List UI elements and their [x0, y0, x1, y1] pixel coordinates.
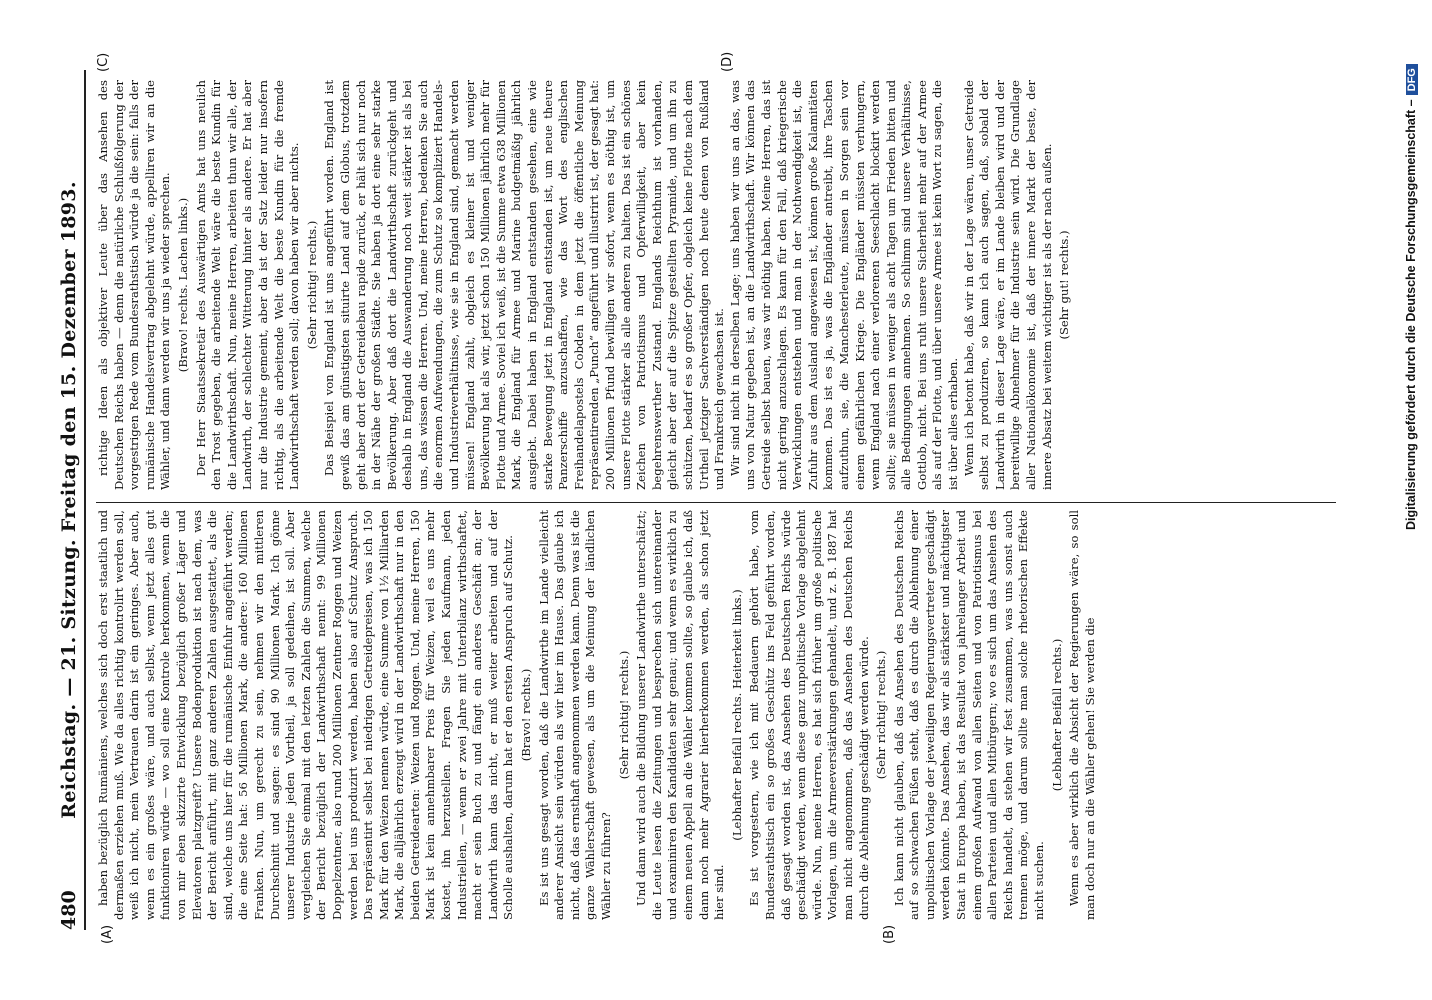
credit-text: Digitalisierung gefördert durch die Deutsche Forschungsgemeinschaft –: [1404, 99, 1418, 530]
speech-paragraph: Der Herr Staatssekretär des Auswärtigen Amts hat uns neulich den Trost gegeben, die arbeitende Welt wäre die beste Kundin für die Landwirthschaft. Nun, meine Herren, arbeiten thun wir alle, der Landwirth, der schlechter Witterung hinter als andere. Er hat aber nur die Industrie gemeint, aber da ist der Satz leider nur insofern richtig, als die arbeitende Welt die beste Kundin für die fremde Landwirthschaft werden soll; davon haben wir aber nichts.: [193, 80, 302, 490]
interjection: (Bravo! rechts. Lachen links.): [175, 197, 190, 373]
interjection: (Sehr richtig! rechts.): [874, 650, 889, 780]
page-header: [58, 70, 86, 930]
speech-paragraph: Es ist uns gesagt worden, daß die Landwirthe im Lande vielleicht anderer Ansicht sein würden als wir hier im Hause. Das glaube ich nicht, daß das ernsthaft angenommen werden kann. Denn was ist die ganze Wählerschaft gewesen, als um die Meinung der ländlichen Wähler zu führen?: [536, 510, 613, 920]
speech-paragraph: Wir sind nicht in derselben Lage; uns haben wir uns an das, was uns von Natur gegeben ist, an die Landwirthschaft. Wir können das Getreide selbst bauen, was wir nöthig haben. Meine Herren, das ist nicht gering anzuschlagen. Es kann für den Fall, daß kriegerische Verwicklungen entstehen und man in der Nothwendigkeit ist, die Zufuhr aus dem Ausland angewiesen ist, können große Kalamitäten kommen. Das ist es ja, was die Engländer antreibt, ihre Taschen aufzuthun, sie, die Manchesterleute, müssen in Sorgen sein vor einem gefährlichen Kriege. Die Engländer müssten verhungern, wenn England nach einer verlorenen Seeschlacht blockirt werden sollte; sie müssen in weniger als acht Tagen um Frieden bitten und alle Bedingungen annehmen. So schlimm sind unsere Verhältnisse, Gottlob, nicht. Bei uns ruht unsere Sicherheit mehr auf der Armee als auf der Flotte, und über unsere Armee ist kein Wort zu sagen, die ist über alles erhaben.: [727, 80, 961, 490]
margin-marker-a: (A): [100, 924, 115, 944]
speech-paragraph: richtige Ideen als objektiver Leute über das Ansehen des Deutschen Reichs haben — denn die natürliche Schlußfolgerung der vorgestrigen Rede vom Bundesrathstisch würde ja die sein: falls der rumänische Handelsvertrag abgelehnt würde, appelliren wir an die Wähler, und dann werden wir uns ja wieder sprechen.: [96, 80, 173, 490]
speech-paragraph: Wenn es aber wirklich die Absicht der Regierungen wäre, so soll man doch nur an die Wähler gehen! Sie werden die: [1067, 510, 1097, 920]
speech-paragraph: haben bezüglich Rumäniens, welches sich doch erst staatlich und dermaßen erziehen muß. Wie da alles richtig kontrolirt werden soll, weiß ich nicht, mein Vertrauen darin ist ein geringes. Aber auch, wenn es ein großes wäre, und auch selbst, wenn jetzt alles gut funktioniren würde — wo soll eine Kontrole herkommen, wenn die von mir eben skizzirte Entwicklung bezüglich großer Läger und Elevatoren platzgreift? Unsere Bodenproduktion ist nach dem, was der Bericht anführt, mit ganz anderen Zahlen ausgestattet, als die sind, welche uns hier für die rumänische Einfuhr angeführt werden; die eine Seite hat: 56 Millionen Mark, die andere: 160 Millionen Franken. Nun, um gerecht zu sein, nehmen wir den mittleren Durchschnitt und sagen: es sind 90 Millionen Mark. Ich gönne unserer Industrie jeden Vortheil, ja soll gedeihen, ist soll. Aber vergleichen Sie einmal mit den letzten Zahlen die Summen, welche der Bericht bezüglich der Landwirthschaft nennt: 99 Millionen Doppelzentner, also rund 200 Millionen Zentner Roggen und Weizen werden bei uns produzirt werden, haben also auf Schutz Anspruch. Das repräsentirt selbst bei niedrigen Getreidepreisen, was ich 150 Mark für den Weizen nennen würde, eine Summe von 1½ Milliarden Mark, die alljährlich erzeugt wird in der Landwirthschaft nur in den beiden Getreidearten: Weizen und Roggen. Und, meine Herren, 150 Mark ist kein annehmbarer Preis für Weizen, weil es uns mehr kostet, ihn herzustellen. Fragen Sie jeden Kaufmann, jeden Industriellen, — wenn er zwei Jahre mit Unterbilanz wirthschaftet, macht er sein Buch zu und fängt ein anderes Geschäft an; der Landwirth kann das nicht, er muß weiter arbeiten und auf der Scholle aushalten, darum hat er den ersten Anspruch auf Schutz.: [96, 510, 516, 920]
digitization-credit: [1404, 50, 1426, 530]
interjection: (Sehr richtig! rechts.): [304, 220, 319, 350]
margin-marker-c: (C): [96, 52, 111, 72]
speech-paragraph: Das Beispiel von England ist uns angeführt worden. England ist gewiß das am günstigsten situirte Land auf dem Globus, trotzdem geht aber dort der Getreidebau rapide zurück, er hält sich nur noch in der Nähe der großen Städte. Sie haben ja dort eine sehr starke Bevölkerung. Aber daß dort die Landwirthschaft zurückgeht und deshalb in England die Auswanderung noch weit stärker ist als bei uns, das wissen die Herren. Und, meine Herren, bedenken Sie auch die enormen Aufwendungen, die zum Schutz so kompliziert Handels- und Industrieverhältnisse, wie sie in England sind, gemacht werden müssen! England zahlt, obgleich es kleiner ist und weniger Bevölkerung hat als wir, jetzt schon 150 Millionen jährlich mehr für Flotte und Armee. Soviel ich weiß, ist die Summe etwa 638 Millionen Mark, die England für Armee und Marine budgetmäßig jährlich ausgiebt. Dabei haben in England entstanden gesehen, eine wie starke Bewegung jetzt in England entstanden ist, um neue theure Panzerschiffe anzuschaffen, wie das Wort des englischen Freihandelapostels Cobden in dem jetzt die öffentliche Meinung repräsentirenden „Punch“ angeführt und illustrirt ist, der gesagt hat: 200 Millionen Pfund bewilligen wir sofort, wenn es nöthig ist, um unsere Flotte stärker als alle anderen zu halten. Das ist ein schönes Zeichen von Patriotismus und Opferwilligkeit, aber kein begehrenswerther Zustand. Englands Reichthum ist vorhanden, gleicht aber der auf die Spitze gestellten Pyramide, und um ihn zu schützen, bedarf es so großer Opfer, obgleich keine Flotte nach dem Urtheil jetziger Sachverständigen noch heute denen von Rußland und Frankreich gewachsen ist.: [322, 80, 727, 490]
margin-marker-d: (D): [720, 51, 735, 72]
speech-paragraph: Wenn ich betont habe, daß wir in der Lage wären, unser Getreide selbst zu produziren, so kann ich auch sagen, daß, sobald der Landwirth in dieser Lage wäre, er im Lande bleiben wird und der bereitwillige Abnehmer für die Industrie sein wird. Die Grundlage aller Nationalökonomie ist, daß der innere Markt der beste, der innere Absatz bei weitem wichtiger ist als der nach außen.: [961, 80, 1054, 490]
column-divider: [96, 502, 1336, 503]
speech-paragraph: Und dann wird auch die Bildung unserer Landwirthe unterschätzt; die Leute lesen die Zeitungen und besprechen sich untereinander und examiniren den Kandidaten sehr genau; und wenn es wirklich zu einem neuen Appell an die Wähler kommen sollte, so glaube ich, daß dann noch mehr Agrarier hierherkommen werden, als schon jetzt hier sind.: [634, 510, 727, 920]
page-number: 480: [58, 890, 80, 930]
right-text-column: [96, 80, 1336, 490]
speech-paragraph: Es ist vorgestern, wie ich mit Bedauern gehört habe, vom Bundesrathstisch ein so großes Geschütz ins Feld geführt worden, daß gesagt worden ist, das Ansehen des Deutschen Reichs würde geschädigt werden, wenn diese ganz unpolitische Vorlage abgelehnt würde. Nun, meine Herren, es hat sich früher um große politische Vorlagen, um die Armeeverstärkungen gehandelt, und z. B. 1887 hat man nicht angenommen, daß das Ansehen des Deutschen Reichs durch die Ablehnung geschädigt werden würde.: [747, 510, 871, 920]
margin-marker-b: (B): [882, 924, 897, 944]
interjection: (Bravo! rechts.): [519, 668, 534, 762]
interjection: (Lebhafter Beifall rechts. Heiterkeit links.): [729, 589, 744, 841]
dfg-logo: DFG: [1406, 64, 1418, 95]
speech-paragraph: Ich kann nicht glauben, daß das Ansehen des Deutschen Reichs auf so schwachen Füßen steht, daß es durch die Ablehnung einer unpolitischen Vorlage der jeweiligen Regierungsvertreter geschädigt werden könnte. Das Ansehen, das wir als stärkster und mächtigster Staat in Europa haben, ist das Resultat von jahrelanger Arbeit und einem großen Aufwand von allen Seiten und von Patriotismus bei allen Parteien und allen Mitbürgern; wo es sich um das Ansehen des Reichs handelt, da stehen wir fest zusammen, was uns sonst auch trennen möge, und darum sollte man solche rhetorischen Effekte nicht suchen.: [891, 510, 1047, 920]
interjection: (Lebhafter Beifall rechts.): [1049, 638, 1064, 792]
running-title: Reichstag. — 21. Sitzung. Freitag den 15. Dezember 1893.: [58, 181, 80, 819]
interjection: (Sehr richtig! rechts.): [616, 650, 631, 780]
interjection: (Sehr gut! rechts.): [1057, 230, 1072, 340]
left-text-column: [96, 510, 1336, 920]
